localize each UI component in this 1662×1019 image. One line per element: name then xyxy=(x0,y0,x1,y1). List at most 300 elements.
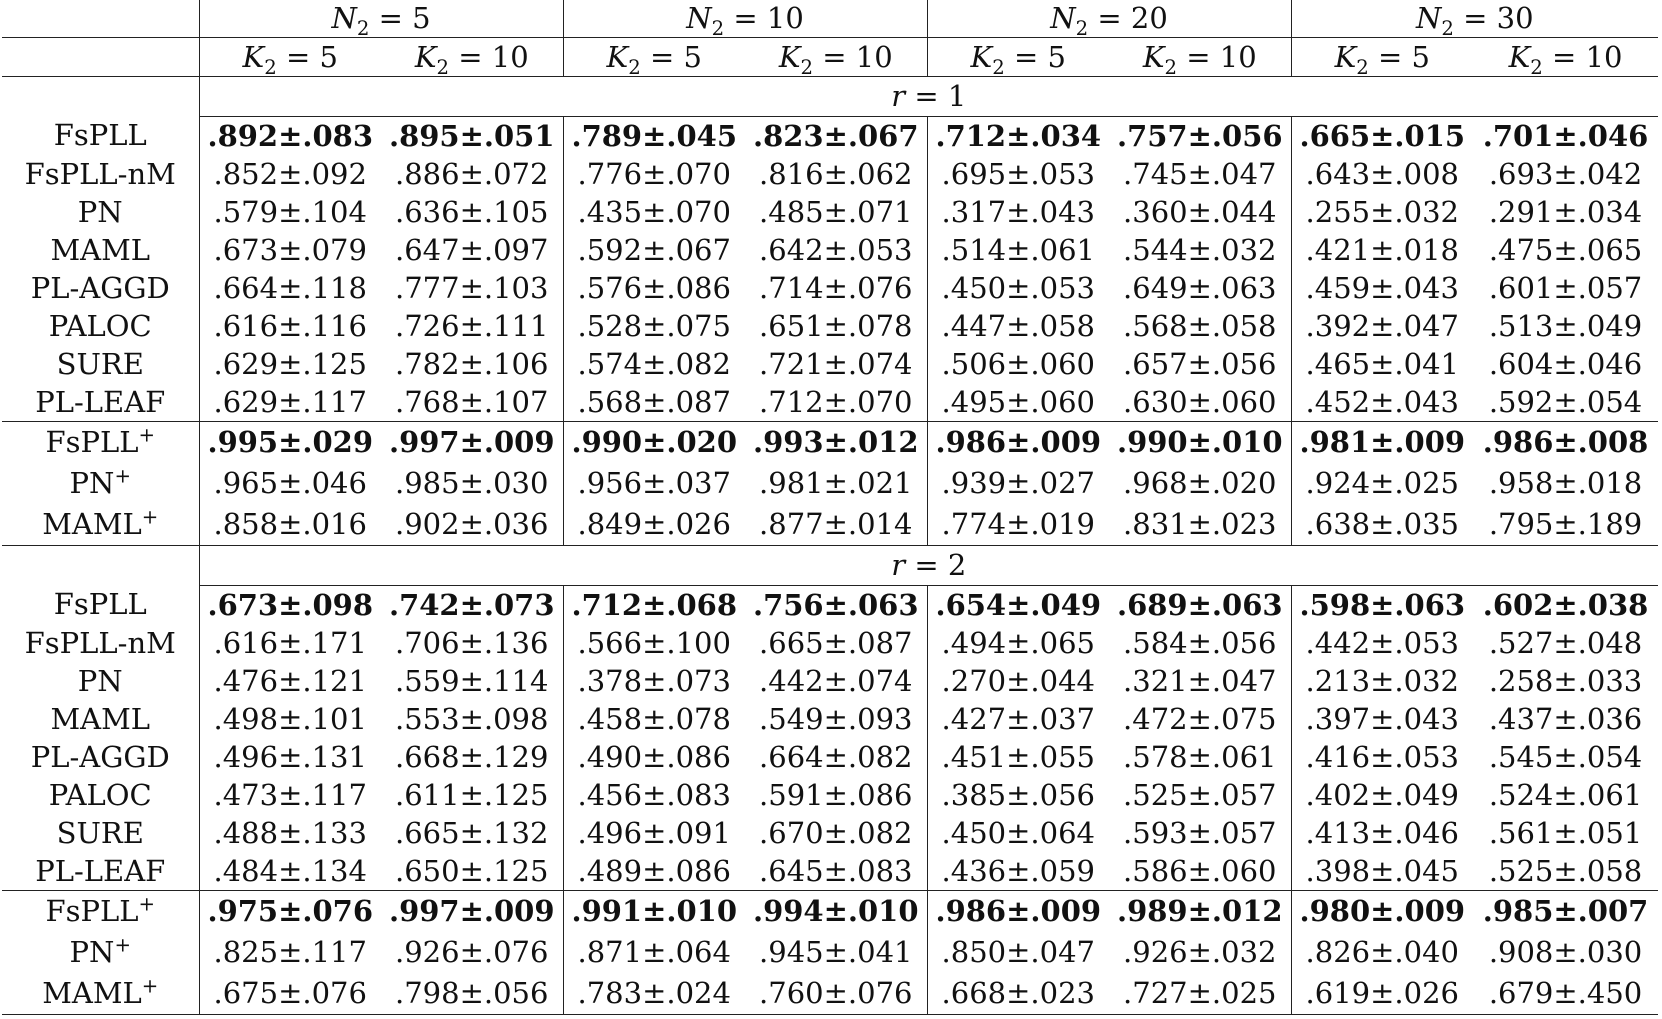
value-cell: .574±.082 xyxy=(577,346,731,381)
table-row xyxy=(2,700,1658,738)
n-label xyxy=(1416,1,1534,40)
value-cell: .695±.053 xyxy=(941,156,1095,191)
value-cell: .598±.063 xyxy=(1299,587,1466,622)
value-cell: .602±.038 xyxy=(1482,587,1649,622)
value-cell: .593±.057 xyxy=(1109,814,1291,852)
r-label-equals: = xyxy=(905,79,948,113)
table-row xyxy=(2,383,1658,422)
value-cell: .442±.053 xyxy=(1305,625,1459,660)
value-cell: .385±.056 xyxy=(941,777,1095,812)
k-label-value: 5 xyxy=(1411,39,1430,74)
value-cell: .985±.030 xyxy=(381,463,563,504)
value-cell: .668±.129 xyxy=(381,738,563,776)
value-cell: .849±.026 xyxy=(577,507,731,541)
value-cell: .270±.044 xyxy=(941,663,1095,698)
value-cell: .451±.055 xyxy=(941,739,1095,774)
value-cell: .924±.025 xyxy=(1305,466,1459,500)
k-label xyxy=(242,39,338,79)
n-label-subscript: 2 xyxy=(1075,16,1089,40)
value-cell: .997±.009 xyxy=(381,891,563,933)
k-label-symbol: K xyxy=(1334,39,1357,74)
value-cell: .993±.012 xyxy=(745,422,927,464)
table-row xyxy=(2,852,1658,891)
value-cell: .524±.061 xyxy=(1488,777,1643,812)
value-cell: .643±.008 xyxy=(1305,156,1459,191)
header-corner-bottom xyxy=(2,38,199,77)
header-k-cell xyxy=(745,38,927,77)
header-n-group xyxy=(563,0,927,38)
r-label-symbol: r xyxy=(891,548,906,582)
value-cell: .760±.076 xyxy=(745,973,927,1015)
table-row xyxy=(2,814,1658,852)
table-row xyxy=(2,463,1658,504)
value-cell: .645±.083 xyxy=(745,852,927,891)
value-cell: .604±.046 xyxy=(1488,346,1643,381)
value-cell: .776±.070 xyxy=(577,156,731,191)
method-cell xyxy=(2,117,199,156)
value-cell: .852±.092 xyxy=(213,156,367,191)
value-cell: .654±.049 xyxy=(935,587,1102,622)
value-cell: .496±.091 xyxy=(577,815,731,850)
value-cell: .258±.033 xyxy=(1488,663,1643,698)
method-name: PL-AGGD xyxy=(30,739,170,774)
value-cell: .782±.106 xyxy=(381,345,563,383)
value-cell: .514±.061 xyxy=(941,232,1095,267)
value-cell: .513±.049 xyxy=(1488,308,1643,343)
value-cell: .427±.037 xyxy=(941,701,1095,736)
value-cell: .452±.043 xyxy=(1305,384,1459,419)
method-name: FsPLL-nM xyxy=(24,156,176,191)
method-cell xyxy=(2,624,199,662)
value-cell: .756±.063 xyxy=(745,586,927,625)
method-name: PN xyxy=(77,663,123,698)
k-label-symbol: K xyxy=(970,39,993,74)
n-label-value: 30 xyxy=(1496,1,1534,35)
header-k-cell xyxy=(199,38,381,77)
value-cell: .657±.056 xyxy=(1109,345,1291,383)
header-k-cell xyxy=(1291,38,1473,77)
n-label-equals: = xyxy=(1453,1,1497,35)
k-label-symbol: K xyxy=(1142,39,1165,74)
k-label-value: 5 xyxy=(319,39,338,74)
method-cell xyxy=(2,776,199,814)
k-label-equals: = xyxy=(813,39,856,74)
value-cell: .584±.056 xyxy=(1109,624,1291,662)
value-cell: .965±.046 xyxy=(213,466,367,500)
table-row xyxy=(2,269,1658,307)
value-cell: .989±.012 xyxy=(1109,891,1291,933)
k-label-value: 10 xyxy=(1585,39,1623,74)
section-corner xyxy=(2,546,199,586)
r-label-equals: = xyxy=(905,548,948,582)
value-cell: .956±.037 xyxy=(577,466,731,500)
n-label xyxy=(331,1,431,40)
header-k-cell xyxy=(1109,38,1291,77)
value-cell: .798±.056 xyxy=(381,973,563,1015)
value-cell: .442±.074 xyxy=(745,662,927,700)
method-cell xyxy=(2,586,199,625)
value-cell: .321±.047 xyxy=(1109,662,1291,700)
value-cell: .488±.133 xyxy=(213,815,367,850)
value-cell: .712±.034 xyxy=(935,118,1102,153)
value-cell: .629±.117 xyxy=(213,384,367,419)
value-cell: .693±.042 xyxy=(1488,156,1643,191)
value-cell: .490±.086 xyxy=(577,739,731,774)
value-cell: .939±.027 xyxy=(941,466,1095,500)
value-cell: .413±.046 xyxy=(1305,815,1459,850)
value-cell: .592±.067 xyxy=(577,232,731,267)
value-cell: .638±.035 xyxy=(1305,507,1459,541)
value-cell: .908±.030 xyxy=(1488,935,1643,969)
value-cell: .601±.057 xyxy=(1488,270,1643,305)
k-label-value: 10 xyxy=(855,39,893,74)
value-cell: .886±.072 xyxy=(381,155,563,193)
value-cell: .795±.189 xyxy=(1488,507,1643,541)
value-cell: .986±.009 xyxy=(927,891,1109,933)
table-row xyxy=(2,776,1658,814)
k-label-equals: = xyxy=(449,39,492,74)
n-label-value: 10 xyxy=(766,1,804,35)
method-cell xyxy=(2,193,199,231)
value-cell: .450±.064 xyxy=(941,815,1095,850)
method-name: MAML xyxy=(50,232,151,267)
n-label-subscript: 2 xyxy=(1441,16,1454,40)
value-cell: .768±.107 xyxy=(381,383,563,422)
value-cell: .895±.051 xyxy=(381,117,563,156)
k-label xyxy=(414,39,529,79)
n-label-subscript: 2 xyxy=(711,16,725,40)
method-cell xyxy=(2,932,199,973)
k-label-value: 5 xyxy=(683,39,702,74)
table-row xyxy=(2,345,1658,383)
method-superscript: + xyxy=(138,423,156,447)
n-label-equals: = xyxy=(724,1,767,35)
value-cell: .990±.020 xyxy=(563,422,745,464)
value-cell: .975±.076 xyxy=(199,891,381,933)
value-cell: .629±.125 xyxy=(213,346,367,381)
k-label-equals: = xyxy=(276,39,320,74)
method-cell xyxy=(2,891,199,933)
header-k-cell xyxy=(563,38,745,77)
value-cell: .745±.047 xyxy=(1109,155,1291,193)
method-name: PL-AGGD xyxy=(30,270,170,305)
value-cell: .630±.060 xyxy=(1109,383,1291,422)
value-cell: .826±.040 xyxy=(1305,935,1459,969)
method-cell xyxy=(2,269,199,307)
value-cell: .496±.131 xyxy=(213,739,367,774)
value-cell: .742±.073 xyxy=(381,586,563,625)
value-cell: .789±.045 xyxy=(571,118,738,153)
table-row xyxy=(2,624,1658,662)
header-n-group xyxy=(1291,0,1658,38)
value-cell: .665±.132 xyxy=(381,814,563,852)
value-cell: .435±.070 xyxy=(577,194,731,229)
value-cell: .586±.060 xyxy=(1109,852,1291,891)
method-cell xyxy=(2,422,199,464)
value-cell: .317±.043 xyxy=(941,194,1095,229)
table-row xyxy=(2,586,1658,625)
k-label xyxy=(970,39,1066,79)
method-superscript: + xyxy=(114,464,131,488)
value-cell: .378±.073 xyxy=(577,663,731,698)
value-cell: .592±.054 xyxy=(1488,384,1643,419)
method-name: MAML xyxy=(42,976,142,1010)
value-cell: .675±.076 xyxy=(199,973,381,1015)
value-cell: .397±.043 xyxy=(1305,701,1459,736)
k-label-subscript: 2 xyxy=(1164,55,1178,79)
value-cell: .591±.086 xyxy=(745,776,927,814)
value-cell: .986±.009 xyxy=(927,422,1109,464)
results-table xyxy=(2,0,1658,1015)
table-row xyxy=(2,662,1658,700)
value-cell: .465±.041 xyxy=(1305,346,1459,381)
value-cell: .527±.048 xyxy=(1488,625,1643,660)
value-cell: .650±.125 xyxy=(381,852,563,891)
method-name: PL-LEAF xyxy=(35,853,166,888)
value-cell: .994±.010 xyxy=(745,891,927,933)
value-cell: .816±.062 xyxy=(745,155,927,193)
value-cell: .985±.007 xyxy=(1473,891,1658,933)
method-cell xyxy=(2,852,199,891)
section-r-label xyxy=(199,77,1658,117)
value-cell: .968±.020 xyxy=(1109,463,1291,504)
value-cell: .553±.098 xyxy=(381,700,563,738)
value-cell: .611±.125 xyxy=(381,776,563,814)
table-row xyxy=(2,155,1658,193)
value-cell: .636±.105 xyxy=(381,193,563,231)
k-label-value: 5 xyxy=(1047,39,1066,74)
value-cell: .392±.047 xyxy=(1305,308,1459,343)
k-label-value: 10 xyxy=(1219,39,1257,74)
value-cell: .958±.018 xyxy=(1488,466,1643,500)
value-cell: .616±.171 xyxy=(213,625,367,660)
k-label xyxy=(1142,39,1257,79)
n-label-symbol: N xyxy=(1050,1,1076,35)
value-cell: .926±.076 xyxy=(381,932,563,973)
value-cell: .831±.023 xyxy=(1109,504,1291,546)
method-name: PN xyxy=(69,466,115,500)
header-n-group xyxy=(927,0,1291,38)
value-cell: .525±.058 xyxy=(1488,853,1643,888)
method-name: MAML xyxy=(50,701,151,736)
table-row xyxy=(2,891,1658,933)
method-cell xyxy=(2,700,199,738)
table-row xyxy=(2,973,1658,1015)
k-label-symbol: K xyxy=(606,39,629,74)
method-cell xyxy=(2,463,199,504)
value-cell: .544±.032 xyxy=(1109,231,1291,269)
value-cell: .485±.071 xyxy=(745,193,927,231)
value-cell: .980±.009 xyxy=(1291,891,1473,933)
value-cell: .616±.116 xyxy=(213,308,367,343)
k-label xyxy=(606,39,702,79)
k-label-symbol: K xyxy=(242,39,265,74)
value-cell: .528±.075 xyxy=(577,308,731,343)
method-name: MAML xyxy=(42,507,142,541)
header-corner-top xyxy=(2,0,199,38)
value-cell: .823±.067 xyxy=(745,117,927,156)
table-row xyxy=(2,307,1658,345)
section-header-row xyxy=(2,77,1658,117)
value-cell: .642±.053 xyxy=(745,231,927,269)
header-k-cell xyxy=(927,38,1109,77)
n-label-symbol: N xyxy=(331,1,357,35)
table-row xyxy=(2,422,1658,464)
value-cell: .926±.032 xyxy=(1109,932,1291,973)
n-label-equals: = xyxy=(369,1,413,35)
value-cell: .647±.097 xyxy=(381,231,563,269)
method-cell xyxy=(2,504,199,546)
value-cell: .902±.036 xyxy=(381,504,563,546)
value-cell: .619±.026 xyxy=(1291,973,1473,1015)
value-cell: .825±.117 xyxy=(213,935,367,969)
value-cell: .561±.051 xyxy=(1488,815,1643,850)
r-label-symbol: r xyxy=(891,79,906,113)
value-cell: .995±.029 xyxy=(199,422,381,464)
k-label-subscript: 2 xyxy=(628,55,641,79)
table-row xyxy=(2,117,1658,156)
value-cell: .495±.060 xyxy=(941,384,1095,419)
value-cell: .498±.101 xyxy=(213,701,367,736)
value-cell: .568±.087 xyxy=(577,384,731,419)
value-cell: .484±.134 xyxy=(213,853,367,888)
n-label xyxy=(1050,1,1168,40)
value-cell: .991±.010 xyxy=(563,891,745,933)
header-row-n xyxy=(2,0,1658,38)
value-cell: .871±.064 xyxy=(577,935,731,969)
value-cell: .668±.023 xyxy=(927,973,1109,1015)
k-label-equals: = xyxy=(1368,39,1412,74)
method-cell xyxy=(2,814,199,852)
value-cell: .673±.098 xyxy=(207,587,374,622)
value-cell: .757±.056 xyxy=(1109,117,1291,156)
value-cell: .664±.118 xyxy=(213,270,367,305)
r-label-value: 1 xyxy=(947,79,967,113)
value-cell: .360±.044 xyxy=(1109,193,1291,231)
table-row xyxy=(2,193,1658,231)
value-cell: .545±.054 xyxy=(1488,739,1643,774)
value-cell: .664±.082 xyxy=(745,738,927,776)
n-label xyxy=(686,1,804,40)
value-cell: .858±.016 xyxy=(213,507,367,541)
method-name: PL-LEAF xyxy=(35,384,166,419)
table-row xyxy=(2,504,1658,546)
value-cell: .437±.036 xyxy=(1488,701,1643,736)
table-row xyxy=(2,738,1658,776)
value-cell: .450±.053 xyxy=(941,270,1095,305)
k-label-symbol: K xyxy=(1508,39,1531,74)
method-cell xyxy=(2,738,199,776)
n-label-value: 5 xyxy=(412,1,431,35)
n-label-symbol: N xyxy=(1416,1,1442,35)
value-cell: .727±.025 xyxy=(1109,973,1291,1015)
value-cell: .689±.063 xyxy=(1109,586,1291,625)
method-superscript: + xyxy=(138,892,156,916)
k-label-symbol: K xyxy=(414,39,437,74)
value-cell: .472±.075 xyxy=(1109,700,1291,738)
r-label xyxy=(891,79,966,113)
k-label-subscript: 2 xyxy=(264,55,277,79)
k-label-symbol: K xyxy=(778,39,801,74)
value-cell: .459±.043 xyxy=(1305,270,1459,305)
value-cell: .458±.078 xyxy=(577,701,731,736)
table-row xyxy=(2,231,1658,269)
value-cell: .850±.047 xyxy=(941,935,1095,969)
value-cell: .673±.079 xyxy=(213,232,367,267)
k-label-subscript: 2 xyxy=(1530,55,1543,79)
method-name: SURE xyxy=(56,815,144,850)
method-superscript: + xyxy=(141,974,159,998)
value-cell: .945±.041 xyxy=(745,932,927,973)
value-cell: .568±.058 xyxy=(1109,307,1291,345)
value-cell: .213±.032 xyxy=(1305,663,1459,698)
value-cell: .986±.008 xyxy=(1473,422,1658,464)
method-cell xyxy=(2,307,199,345)
value-cell: .990±.010 xyxy=(1109,422,1291,464)
k-label-value: 10 xyxy=(491,39,529,74)
section-header-row xyxy=(2,546,1658,586)
value-cell: .726±.111 xyxy=(381,307,563,345)
value-cell: .494±.065 xyxy=(941,625,1095,660)
k-label-equals: = xyxy=(1177,39,1220,74)
value-cell: .475±.065 xyxy=(1488,232,1643,267)
k-label-equals: = xyxy=(640,39,684,74)
value-cell: .665±.015 xyxy=(1299,118,1466,153)
value-cell: .398±.045 xyxy=(1305,853,1459,888)
n-label-subscript: 2 xyxy=(356,16,370,40)
method-name: FsPLL xyxy=(53,587,147,622)
value-cell: .255±.032 xyxy=(1305,194,1459,229)
method-name: FsPLL xyxy=(45,894,139,928)
value-cell: .421±.018 xyxy=(1305,232,1459,267)
method-name: PALOC xyxy=(48,777,152,812)
value-cell: .670±.082 xyxy=(745,814,927,852)
method-name: PN xyxy=(69,935,115,969)
section-corner xyxy=(2,77,199,117)
value-cell: .402±.049 xyxy=(1305,777,1459,812)
method-cell xyxy=(2,662,199,700)
value-cell: .416±.053 xyxy=(1305,739,1459,774)
k-label-subscript: 2 xyxy=(436,55,450,79)
value-cell: .777±.103 xyxy=(381,269,563,307)
method-name: FsPLL-nM xyxy=(24,625,176,660)
table-row xyxy=(2,932,1658,973)
k-label-subscript: 2 xyxy=(800,55,814,79)
value-cell: .665±.087 xyxy=(745,624,927,662)
value-cell: .877±.014 xyxy=(745,504,927,546)
value-cell: .712±.070 xyxy=(745,383,927,422)
n-label-equals: = xyxy=(1088,1,1131,35)
value-cell: .892±.083 xyxy=(207,118,374,153)
method-superscript: + xyxy=(114,933,131,957)
value-cell: .566±.100 xyxy=(577,625,731,660)
value-cell: .578±.061 xyxy=(1109,738,1291,776)
method-cell xyxy=(2,155,199,193)
value-cell: .559±.114 xyxy=(381,662,563,700)
method-name: FsPLL xyxy=(53,118,147,153)
k-label-subscript: 2 xyxy=(992,55,1005,79)
value-cell: .981±.009 xyxy=(1291,422,1473,464)
value-cell: .651±.078 xyxy=(745,307,927,345)
method-name: SURE xyxy=(56,346,144,381)
value-cell: .997±.009 xyxy=(381,422,563,464)
method-name: PN xyxy=(77,194,123,229)
n-label-symbol: N xyxy=(686,1,712,35)
k-label-equals: = xyxy=(1004,39,1048,74)
value-cell: .721±.074 xyxy=(745,345,927,383)
method-name: FsPLL xyxy=(45,425,139,459)
method-cell xyxy=(2,383,199,422)
